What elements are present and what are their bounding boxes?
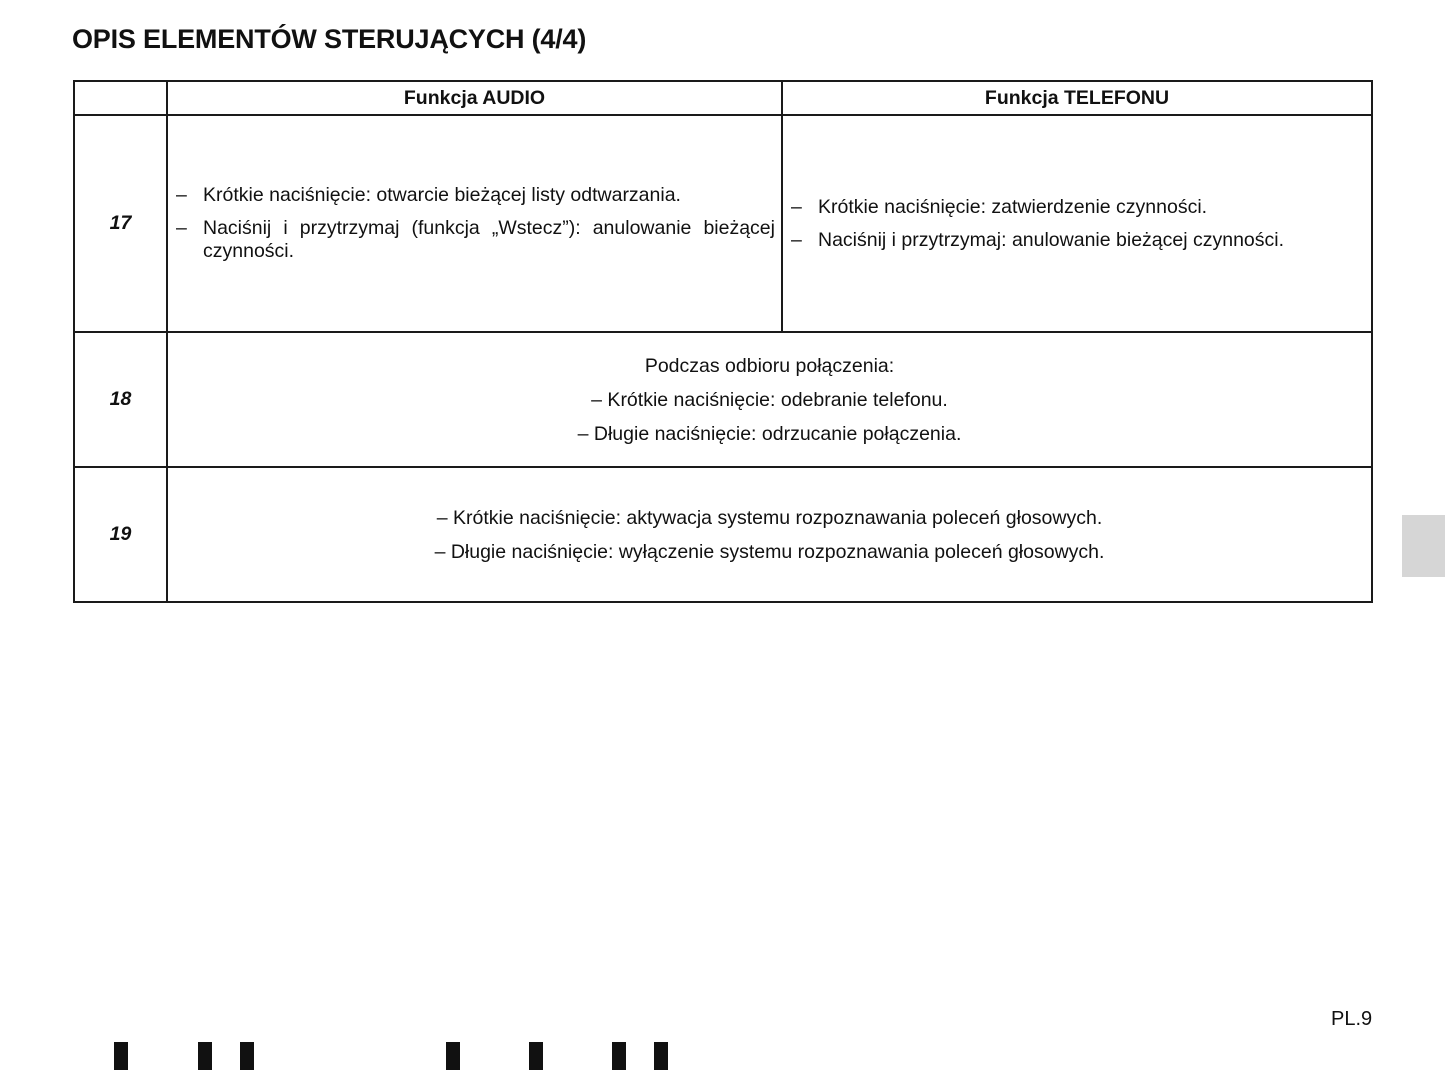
cell-line: – Krótkie naciśnięcie: odebranie telefonu. — [591, 388, 948, 411]
audio-cell — [167, 115, 782, 332]
merged-cell — [167, 467, 1372, 602]
crop-mark — [612, 1042, 626, 1070]
table-row — [74, 467, 1372, 602]
crop-mark — [198, 1042, 212, 1070]
crop-mark — [529, 1042, 543, 1070]
list-item — [791, 196, 1365, 219]
list-item-text: Krótkie naciśnięcie: otwarcie bieżącej listy odtwarzania. — [203, 184, 681, 206]
bullet-dash: – — [176, 184, 187, 206]
bullet-dash: – — [791, 228, 802, 251]
crop-mark — [654, 1042, 668, 1070]
cell-line: – Długie naciśnięcie: wyłączenie systemu rozpoznawania poleceń głosowych. — [434, 540, 1105, 563]
side-tab — [1402, 515, 1445, 577]
bullet-dash: – — [176, 217, 187, 239]
list-item — [176, 184, 775, 207]
bullet-dash: – — [791, 195, 802, 218]
page-number: PL.9 — [1331, 1008, 1373, 1030]
list-item — [791, 229, 1365, 252]
table-row — [74, 115, 1372, 332]
crop-mark — [446, 1042, 460, 1070]
header-number — [74, 81, 167, 115]
row-number: 19 — [74, 467, 167, 602]
cell-line: – Krótkie naciśnięcie: aktywacja systemu rozpoznawania poleceń głosowych. — [436, 506, 1103, 529]
crop-mark — [114, 1042, 128, 1070]
row-number: 18 — [74, 332, 167, 467]
header-audio: Funkcja AUDIO — [167, 81, 782, 115]
list-item-text: Krótkie naciśnięcie: zatwierdzenie czynności. — [818, 195, 1208, 218]
header-phone: Funkcja TELEFONU — [782, 81, 1372, 115]
audio-list — [168, 184, 781, 263]
table-row — [74, 332, 1372, 467]
cell-line: – Długie naciśnięcie: odrzucanie połączenia. — [577, 422, 962, 445]
cell-line: Podczas odbioru połączenia: — [644, 354, 895, 377]
list-item-text: Naciśnij i przytrzymaj (funkcja „Wstecz”): anulowanie bieżącej czynności. — [203, 217, 775, 262]
phone-list — [783, 196, 1371, 252]
list-item — [176, 217, 775, 263]
list-item-text: Naciśnij i przytrzymaj: anulowanie bieżącej czynności. — [818, 228, 1285, 251]
table-header-row — [74, 81, 1372, 115]
row-number: 17 — [74, 115, 167, 332]
phone-cell — [782, 115, 1372, 332]
crop-mark — [240, 1042, 254, 1070]
controls-table — [73, 80, 1373, 603]
merged-cell — [167, 332, 1372, 467]
page-title: OPIS ELEMENTÓW STERUJĄCYCH (4/4) — [72, 24, 587, 54]
